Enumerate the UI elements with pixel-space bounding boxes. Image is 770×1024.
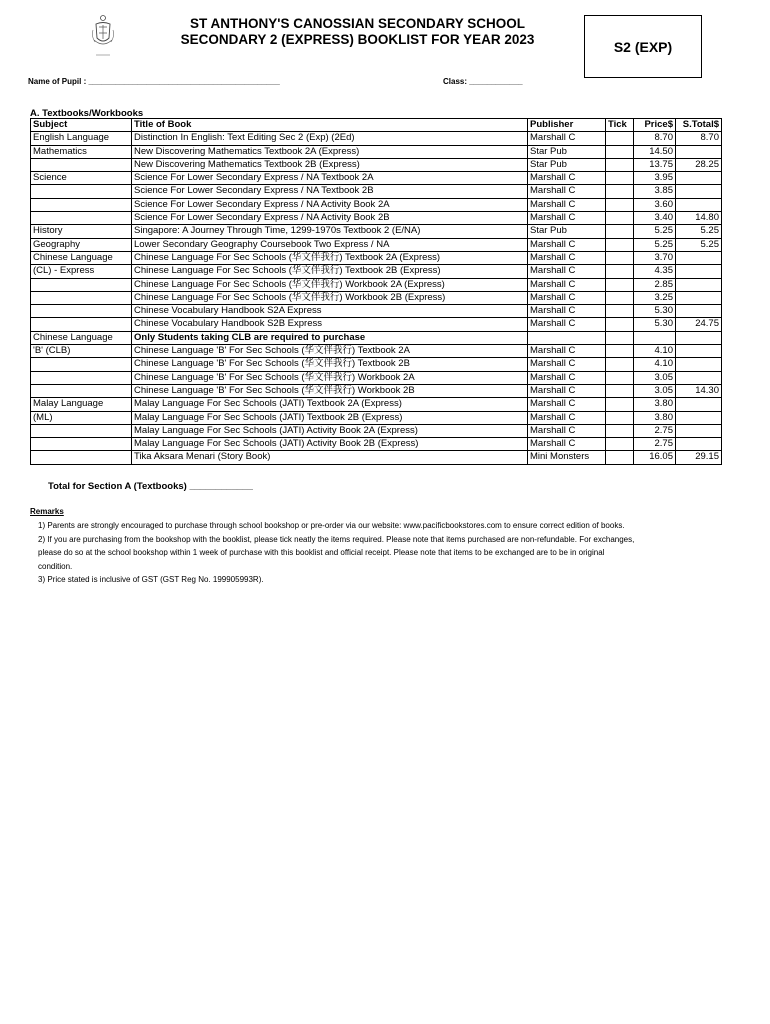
table-row [31, 145, 722, 158]
subtotal-cell [676, 411, 722, 424]
table-row [31, 398, 722, 411]
publisher-cell: Marshall C [528, 265, 606, 278]
tick-cell[interactable] [606, 212, 634, 225]
table-row [31, 238, 722, 251]
book-title-cell: New Discovering Mathematics Textbook 2A (Express) [132, 145, 528, 158]
price-cell: 16.05 [634, 451, 676, 464]
booklist-title: SECONDARY 2 (EXPRESS) BOOKLIST FOR YEAR 2023 [180, 32, 535, 47]
price-cell: 5.25 [634, 238, 676, 251]
tick-cell[interactable] [606, 225, 634, 238]
subject-cell [31, 358, 132, 371]
price-cell: 2.85 [634, 278, 676, 291]
booklist-body [31, 132, 722, 464]
publisher-cell: Marshall C [528, 358, 606, 371]
publisher-cell: Marshall C [528, 371, 606, 384]
subject-cell [31, 185, 132, 198]
book-title-cell: Chinese Language For Sec Schools (华文伴我行) Workbook 2A (Express) [132, 278, 528, 291]
school-name: ST ANTHONY'S CANOSSIAN SECONDARY SCHOOL [190, 16, 525, 31]
subtotal-cell [676, 305, 722, 318]
table-row [31, 331, 722, 344]
table-row [31, 278, 722, 291]
class-code-box [584, 15, 702, 78]
subtotal-cell [676, 145, 722, 158]
tick-cell[interactable] [606, 424, 634, 437]
subject-cell: Chinese Language [31, 251, 132, 264]
subject-cell [31, 371, 132, 384]
table-row [31, 225, 722, 238]
class-field[interactable]: Class: ____________ [443, 77, 523, 86]
subtotal-cell [676, 358, 722, 371]
publisher-cell: Marshall C [528, 212, 606, 225]
table-row [31, 371, 722, 384]
section-a-title: A. Textbooks/Workbooks [30, 108, 144, 119]
book-title-cell: Chinese Language 'B' For Sec Schools (华文伴我行) Textbook 2B [132, 358, 528, 371]
subtotal-cell: 29.15 [676, 451, 722, 464]
subtotal-cell [676, 291, 722, 304]
table-row [31, 251, 722, 264]
publisher-cell: Marshall C [528, 132, 606, 145]
publisher-cell: Star Pub [528, 225, 606, 238]
book-title-cell: Tika Aksara Menari (Story Book) [132, 451, 528, 464]
subtotal-cell [676, 265, 722, 278]
publisher-cell: Marshall C [528, 198, 606, 211]
price-cell: 3.80 [634, 411, 676, 424]
table-row [31, 132, 722, 145]
book-title-cell: Only Students taking CLB are required to purchase [132, 331, 528, 344]
publisher-cell: Mini Monsters [528, 451, 606, 464]
table-row [31, 305, 722, 318]
publisher-cell: Marshall C [528, 384, 606, 397]
subtotal-cell: 5.25 [676, 225, 722, 238]
subtotal-cell [676, 198, 722, 211]
subject-cell: Science [31, 172, 132, 185]
tick-cell[interactable] [606, 132, 634, 145]
table-row [31, 158, 722, 171]
table-row [31, 172, 722, 185]
price-cell: 3.95 [634, 172, 676, 185]
book-title-cell: Chinese Language For Sec Schools (华文伴我行) Textbook 2B (Express) [132, 265, 528, 278]
subject-cell [31, 451, 132, 464]
publisher-cell: Marshall C [528, 318, 606, 331]
subject-cell [31, 212, 132, 225]
table-row [31, 358, 722, 371]
column-header-title: Title of Book [132, 119, 528, 132]
subtotal-cell: 24.75 [676, 318, 722, 331]
book-title-cell: Lower Secondary Geography Coursebook Two Express / NA [132, 238, 528, 251]
publisher-cell: Marshall C [528, 278, 606, 291]
price-cell: 3.40 [634, 212, 676, 225]
publisher-cell: Marshall C [528, 251, 606, 264]
tick-cell[interactable] [606, 145, 634, 158]
publisher-cell: Marshall C [528, 398, 606, 411]
publisher-cell: Marshall C [528, 411, 606, 424]
section-a-total[interactable]: Total for Section A (Textbooks) ____________ [48, 481, 253, 492]
school-crest-logo [88, 12, 118, 58]
table-row [31, 291, 722, 304]
table-row [31, 185, 722, 198]
price-cell: 3.80 [634, 398, 676, 411]
tick-cell[interactable] [606, 305, 634, 318]
subject-cell [31, 198, 132, 211]
table-row [31, 438, 722, 451]
subject-cell [31, 438, 132, 451]
table-header-row [31, 119, 722, 132]
publisher-cell: Marshall C [528, 238, 606, 251]
subtotal-cell [676, 398, 722, 411]
book-title-cell: Chinese Language 'B' For Sec Schools (华文伴我行) Workbook 2A [132, 371, 528, 384]
table-row [31, 424, 722, 437]
publisher-cell: Marshall C [528, 305, 606, 318]
subject-cell: Chinese Language [31, 331, 132, 344]
tick-cell[interactable] [606, 451, 634, 464]
subject-cell [31, 305, 132, 318]
price-cell: 2.75 [634, 424, 676, 437]
subject-cell: History [31, 225, 132, 238]
book-title-cell: Malay Language For Sec Schools (JATI) Textbook 2A (Express) [132, 398, 528, 411]
tick-cell[interactable] [606, 331, 634, 344]
table-row [31, 198, 722, 211]
price-cell: 4.10 [634, 345, 676, 358]
table-row [31, 318, 722, 331]
book-title-cell: Distinction In English: Text Editing Sec 2 (Exp) (2Ed) [132, 132, 528, 145]
tick-cell[interactable] [606, 384, 634, 397]
subject-cell: (CL) - Express [31, 265, 132, 278]
book-title-cell: Chinese Language 'B' For Sec Schools (华文伴我行) Workbook 2B [132, 384, 528, 397]
publisher-cell: Marshall C [528, 438, 606, 451]
column-header-tick: Tick [606, 119, 634, 132]
tick-cell[interactable] [606, 278, 634, 291]
price-cell: 4.35 [634, 265, 676, 278]
price-cell: 3.70 [634, 251, 676, 264]
subtotal-cell: 28.25 [676, 158, 722, 171]
publisher-cell [528, 331, 606, 344]
book-title-cell: Chinese Language For Sec Schools (华文伴我行) Workbook 2B (Express) [132, 291, 528, 304]
tick-cell[interactable] [606, 411, 634, 424]
remark-line: 1) Parents are strongly encouraged to purchase through school bookshop or pre-order via our website: www.pacificbookstores.com to ensure correct edition of books. [38, 521, 625, 530]
booklist-table [30, 118, 722, 465]
price-cell: 3.05 [634, 384, 676, 397]
publisher-cell: Marshall C [528, 291, 606, 304]
price-cell: 3.85 [634, 185, 676, 198]
book-title-cell: Malay Language For Sec Schools (JATI) Textbook 2B (Express) [132, 411, 528, 424]
subject-cell: 'B' (CLB) [31, 345, 132, 358]
subject-cell [31, 384, 132, 397]
tick-cell[interactable] [606, 345, 634, 358]
tick-cell[interactable] [606, 291, 634, 304]
tick-cell[interactable] [606, 398, 634, 411]
publisher-cell: Marshall C [528, 172, 606, 185]
tick-cell[interactable] [606, 265, 634, 278]
column-header-price: Price$ [634, 119, 676, 132]
tick-cell[interactable] [606, 358, 634, 371]
table-row [31, 345, 722, 358]
subject-cell [31, 291, 132, 304]
tick-cell[interactable] [606, 172, 634, 185]
book-title-cell: New Discovering Mathematics Textbook 2B (Express) [132, 158, 528, 171]
subject-cell: Geography [31, 238, 132, 251]
book-title-cell: Science For Lower Secondary Express / NA Activity Book 2A [132, 198, 528, 211]
table-row [31, 384, 722, 397]
tick-cell[interactable] [606, 158, 634, 171]
remarks-title: Remarks [30, 507, 64, 516]
subtotal-cell [676, 424, 722, 437]
subject-cell [31, 158, 132, 171]
subject-cell [31, 424, 132, 437]
remark-line: 2) If you are purchasing from the bookshop with the booklist, please tick neatly the items required. Please note that items purchased are non-refundable. For exchanges, [38, 534, 635, 544]
table-row [31, 265, 722, 278]
price-cell: 8.70 [634, 132, 676, 145]
subtotal-cell [676, 172, 722, 185]
subtotal-cell [676, 438, 722, 451]
subtotal-cell [676, 251, 722, 264]
price-cell: 14.50 [634, 145, 676, 158]
subject-cell: (ML) [31, 411, 132, 424]
book-title-cell: Malay Language For Sec Schools (JATI) Activity Book 2B (Express) [132, 438, 528, 451]
tick-cell[interactable] [606, 198, 634, 211]
book-title-cell: Science For Lower Secondary Express / NA Textbook 2A [132, 172, 528, 185]
price-cell: 4.10 [634, 358, 676, 371]
remark-line: 3) Price stated is inclusive of GST (GST Reg No. 199905993R). [38, 575, 264, 584]
book-title-cell: Malay Language For Sec Schools (JATI) Activity Book 2A (Express) [132, 424, 528, 437]
subtotal-cell: 14.80 [676, 212, 722, 225]
booklist-header [150, 16, 565, 48]
publisher-cell: Marshall C [528, 345, 606, 358]
subtotal-cell: 5.25 [676, 238, 722, 251]
price-cell: 3.05 [634, 371, 676, 384]
book-title-cell: Science For Lower Secondary Express / NA Textbook 2B [132, 185, 528, 198]
tick-cell[interactable] [606, 371, 634, 384]
column-header-subject: Subject [31, 119, 132, 132]
subtotal-cell [676, 185, 722, 198]
column-header-publisher: Publisher [528, 119, 606, 132]
remark-line: condition. [38, 561, 73, 571]
subtotal-cell [676, 278, 722, 291]
book-title-cell: Chinese Vocabulary Handbook S2A Express [132, 305, 528, 318]
book-title-cell: Chinese Language 'B' For Sec Schools (华文伴我行) Textbook 2A [132, 345, 528, 358]
subject-cell: Malay Language [31, 398, 132, 411]
pupil-name-field[interactable]: Name of Pupil : ___________________________________________ [28, 77, 280, 86]
publisher-cell: Star Pub [528, 158, 606, 171]
subtotal-cell: 14.30 [676, 384, 722, 397]
price-cell: 5.30 [634, 318, 676, 331]
subject-cell: Mathematics [31, 145, 132, 158]
tick-cell[interactable] [606, 185, 634, 198]
class-code: S2 (EXP) [613, 38, 673, 55]
subject-cell [31, 318, 132, 331]
subtotal-cell [676, 331, 722, 344]
price-cell: 3.25 [634, 291, 676, 304]
price-cell: 13.75 [634, 158, 676, 171]
table-row [31, 212, 722, 225]
book-title-cell: Singapore: A Journey Through Time, 1299-1970s Textbook 2 (E/NA) [132, 225, 528, 238]
table-row [31, 411, 722, 424]
remarks-list [38, 519, 698, 587]
subtotal-cell [676, 371, 722, 384]
price-cell [634, 331, 676, 344]
publisher-cell: Marshall C [528, 185, 606, 198]
book-title-cell: Chinese Language For Sec Schools (华文伴我行) Textbook 2A (Express) [132, 251, 528, 264]
price-cell: 5.30 [634, 305, 676, 318]
tick-cell[interactable] [606, 318, 634, 331]
column-header-subtotal: S.Total$ [676, 119, 722, 132]
subtotal-cell: 8.70 [676, 132, 722, 145]
publisher-cell: Star Pub [528, 145, 606, 158]
book-title-cell: Science For Lower Secondary Express / NA Activity Book 2B [132, 212, 528, 225]
subject-cell: English Language [31, 132, 132, 145]
price-cell: 3.60 [634, 198, 676, 211]
book-title-cell: Chinese Vocabulary Handbook S2B Express [132, 318, 528, 331]
tick-cell[interactable] [606, 438, 634, 451]
tick-cell[interactable] [606, 238, 634, 251]
tick-cell[interactable] [606, 251, 634, 264]
publisher-cell: Marshall C [528, 424, 606, 437]
subtotal-cell [676, 345, 722, 358]
price-cell: 2.75 [634, 438, 676, 451]
subject-cell [31, 278, 132, 291]
price-cell: 5.25 [634, 225, 676, 238]
remark-line: please do so at the school bookshop within 1 week of purchase with this booklist and official receipt. Please note that items to be exchanged are to be in original [38, 548, 605, 557]
table-row [31, 451, 722, 464]
